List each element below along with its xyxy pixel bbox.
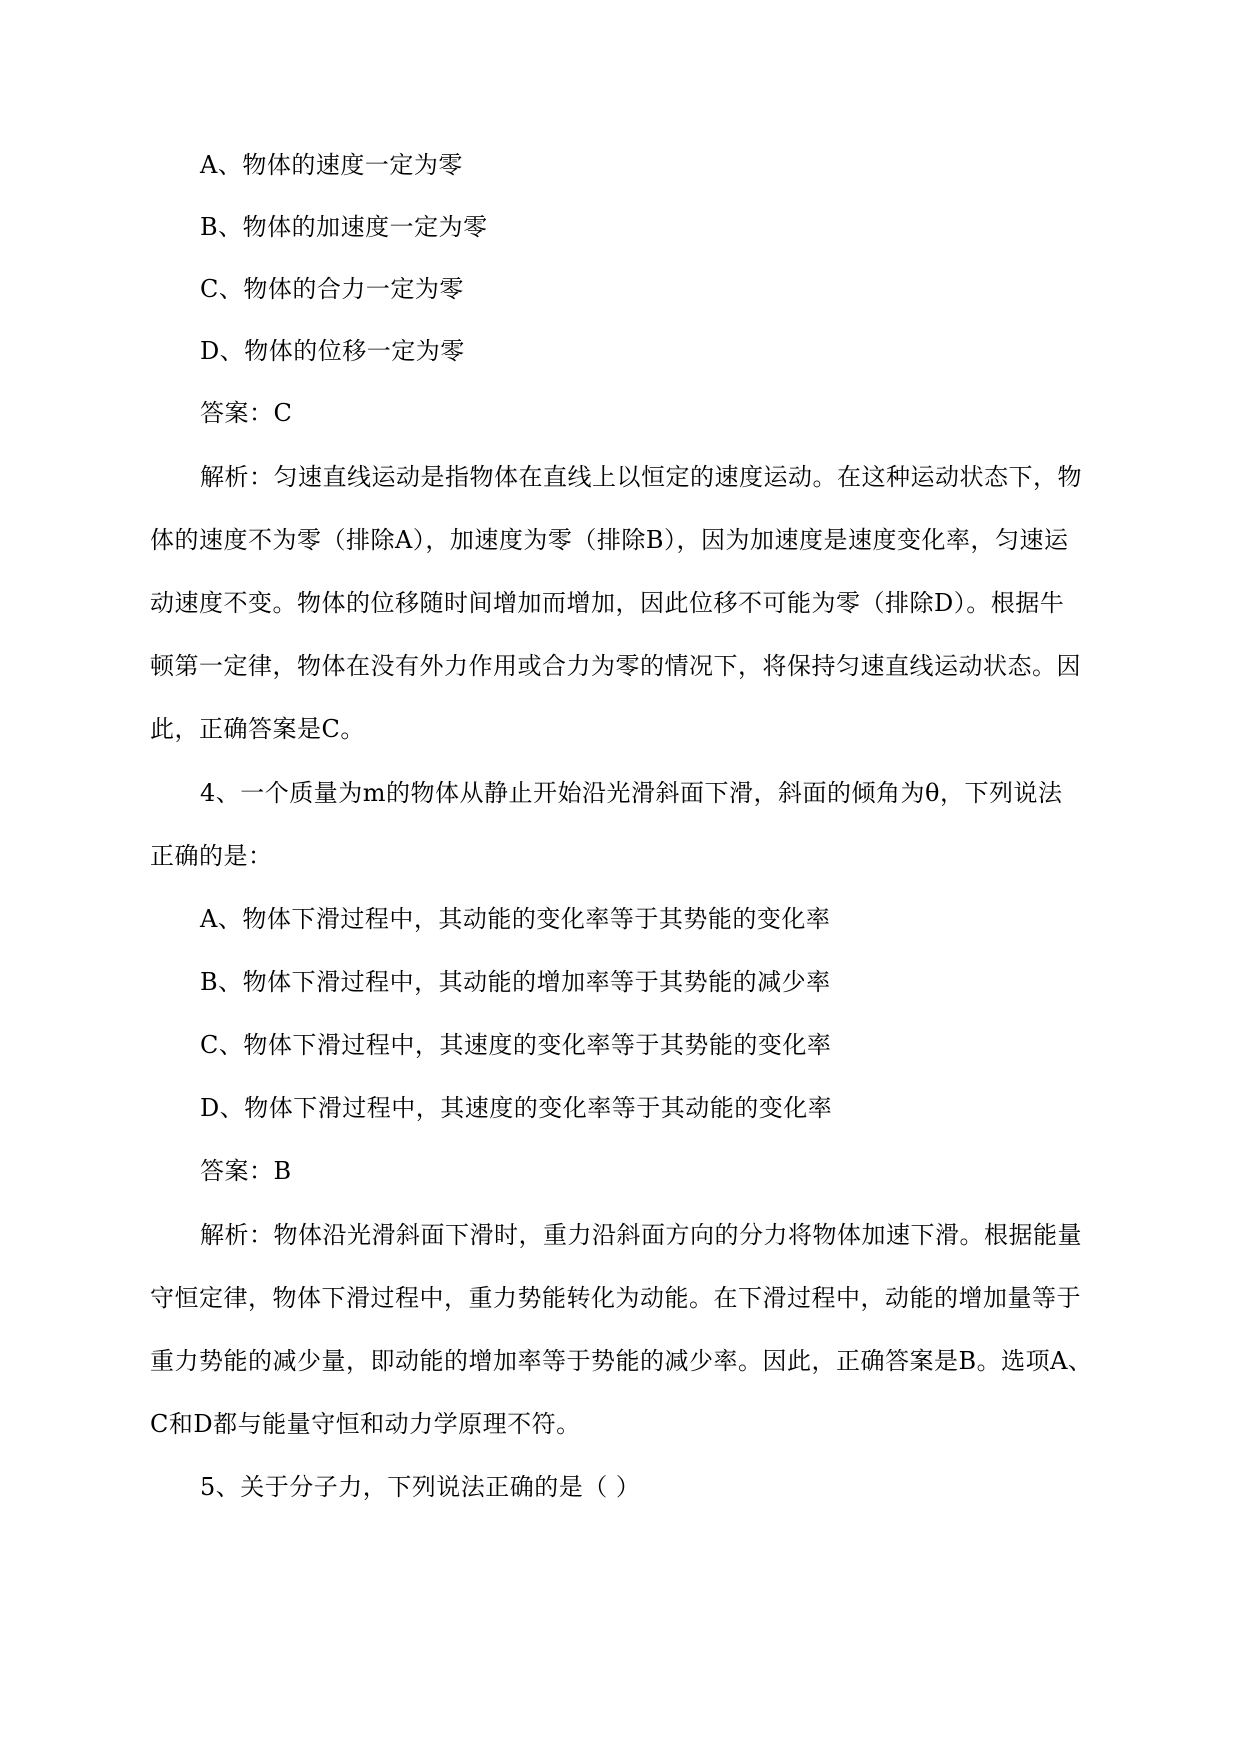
q4-stem-line-2: 正确的是：: [150, 842, 273, 870]
q3-answer: 答案：C: [200, 399, 293, 427]
q4-stem-line-1: 4、一个质量为m的物体从静止开始沿光滑斜面下滑，斜面的倾角为θ，下列说法: [200, 779, 1063, 807]
q3-analysis-line-1: 解析：匀速直线运动是指物体在直线上以恒定的速度运动。在这种运动状态下，物: [200, 463, 1082, 491]
q4-analysis-line-4: C和D都与能量守恒和动力学原理不符。: [150, 1410, 581, 1438]
q4-option-b: B、物体下滑过程中，其动能的增加率等于其势能的减少率: [200, 968, 831, 996]
q3-analysis-line-3: 动速度不变。物体的位移随时间增加而增加，因此位移不可能为零（排除D）。根据牛: [150, 589, 1065, 617]
q3-analysis-line-5: 此，正确答案是C。: [150, 715, 365, 743]
q3-option-d: D、物体的位移一定为零: [200, 337, 465, 365]
q3-option-b: B、物体的加速度一定为零: [200, 213, 488, 241]
q5-stem: 5、关于分子力，下列说法正确的是（ ）: [200, 1473, 641, 1501]
q4-option-d: D、物体下滑过程中，其速度的变化率等于其动能的变化率: [200, 1094, 833, 1122]
q4-analysis-line-3: 重力势能的减少量，即动能的增加率等于势能的减少率。因此，正确答案是B。选项A、: [150, 1347, 1093, 1375]
q4-analysis-line-2: 守恒定律，物体下滑过程中，重力势能转化为动能。在下滑过程中，动能的增加量等于: [150, 1284, 1081, 1312]
q3-analysis-line-4: 顿第一定律，物体在没有外力作用或合力为零的情况下，将保持匀速直线运动状态。因: [150, 652, 1081, 680]
q3-option-c: C、物体的合力一定为零: [200, 275, 464, 303]
q3-analysis-line-2: 体的速度不为零（排除A），加速度为零（排除B），因为加速度是速度变化率，匀速运: [150, 526, 1069, 554]
q4-option-c: C、物体下滑过程中，其速度的变化率等于其势能的变化率: [200, 1031, 832, 1059]
q4-analysis-line-1: 解析：物体沿光滑斜面下滑时，重力沿斜面方向的分力将物体加速下滑。根据能量: [200, 1221, 1082, 1249]
q4-option-a: A、物体下滑过程中，其动能的变化率等于其势能的变化率: [200, 905, 831, 933]
q4-answer: 答案：B: [200, 1157, 292, 1185]
q3-option-a: A、物体的速度一定为零: [200, 151, 463, 179]
